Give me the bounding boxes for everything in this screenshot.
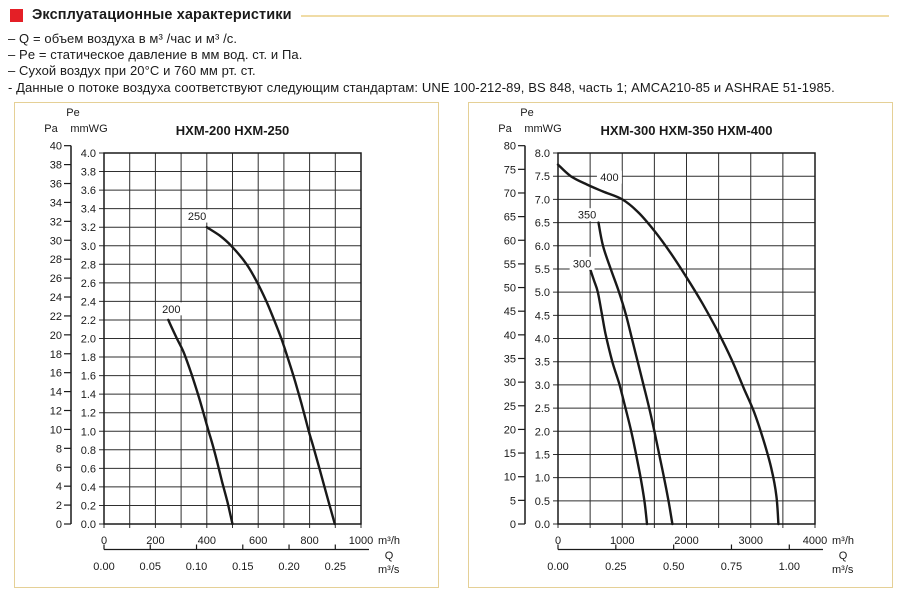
axis-headers [44, 107, 107, 135]
svg-text:25: 25 [503, 400, 516, 413]
svg-text:1.8: 1.8 [80, 352, 96, 365]
fan-curves [558, 165, 778, 524]
svg-text:250: 250 [187, 211, 207, 224]
pa-axis [504, 141, 525, 531]
svg-text:1.00: 1.00 [778, 561, 801, 573]
svg-text:20: 20 [503, 424, 516, 437]
svg-text:1.6: 1.6 [80, 370, 96, 383]
svg-text:15: 15 [503, 448, 516, 461]
axis-headers [498, 107, 561, 135]
svg-text:7.5: 7.5 [534, 171, 550, 184]
svg-text:4.0: 4.0 [534, 333, 550, 346]
svg-text:70: 70 [503, 187, 516, 200]
svg-text:10: 10 [49, 424, 62, 437]
svg-text:3.5: 3.5 [534, 356, 550, 369]
svg-text:24: 24 [49, 292, 62, 305]
svg-text:0.50: 0.50 [662, 561, 685, 573]
svg-text:mmWG: mmWG [70, 123, 108, 135]
svg-text:4.0: 4.0 [80, 148, 96, 160]
fan-performance-chart-hxm-200-250 [15, 103, 437, 586]
svg-text:50: 50 [503, 282, 516, 295]
svg-text:2.8: 2.8 [80, 259, 96, 272]
svg-text:12: 12 [49, 405, 62, 418]
svg-text:2: 2 [55, 500, 62, 513]
svg-text:34: 34 [49, 197, 62, 210]
pe-axis-labels [81, 148, 96, 531]
svg-text:m³/h: m³/h [832, 535, 854, 547]
svg-text:65: 65 [503, 211, 516, 224]
svg-text:mmWG: mmWG [524, 123, 562, 135]
svg-text:5: 5 [509, 495, 516, 508]
pe-axis-labels [535, 148, 550, 531]
svg-text:40: 40 [49, 140, 62, 153]
svg-text:3.0: 3.0 [534, 379, 550, 392]
x-axis-labels [555, 535, 854, 547]
svg-text:0.25: 0.25 [324, 561, 347, 573]
svg-text:2.2: 2.2 [80, 314, 96, 327]
svg-text:5.5: 5.5 [534, 263, 550, 276]
svg-text:0.15: 0.15 [232, 561, 254, 573]
svg-text:0.00: 0.00 [93, 561, 115, 573]
curve-label-300 [570, 257, 595, 271]
svg-text:8.0: 8.0 [534, 148, 550, 160]
svg-text:4.5: 4.5 [534, 310, 550, 323]
svg-text:45: 45 [503, 306, 516, 319]
svg-text:22: 22 [49, 310, 62, 323]
svg-text:7.0: 7.0 [534, 194, 550, 207]
svg-text:200: 200 [162, 303, 181, 316]
svg-text:30: 30 [49, 235, 62, 248]
svg-text:35: 35 [503, 353, 516, 366]
svg-text:0.75: 0.75 [720, 561, 743, 573]
svg-text:2.4: 2.4 [80, 296, 96, 309]
fan-curves [159, 210, 335, 524]
svg-text:Q: Q [384, 550, 394, 562]
svg-text:0: 0 [509, 519, 516, 531]
svg-text:800: 800 [300, 535, 319, 547]
chart-panel-hxm-300-350-400 [468, 102, 893, 588]
svg-text:0.2: 0.2 [80, 500, 96, 513]
svg-text:400: 400 [600, 172, 619, 185]
svg-text:6: 6 [55, 462, 62, 475]
svg-text:0.20: 0.20 [278, 561, 300, 573]
svg-text:0.8: 0.8 [80, 444, 96, 457]
note-line-pe: – Pe = статическое давление в мм вод. ст. и Па. [8, 47, 303, 63]
note-line-q: – Q = объем воздуха в м³ /час и м³ /с. [8, 31, 238, 46]
svg-text:2000: 2000 [674, 535, 699, 547]
svg-text:1.4: 1.4 [80, 389, 96, 402]
svg-text:1000: 1000 [348, 535, 374, 547]
svg-text:20: 20 [49, 329, 62, 342]
svg-text:75: 75 [503, 164, 516, 177]
svg-text:2.6: 2.6 [80, 277, 96, 290]
notes-list [8, 31, 835, 96]
svg-text:32: 32 [49, 216, 62, 229]
svg-text:0.0: 0.0 [80, 519, 96, 531]
svg-text:1.0: 1.0 [534, 472, 550, 485]
svg-text:8: 8 [55, 443, 62, 456]
pa-axis [50, 141, 71, 531]
svg-text:1.2: 1.2 [80, 407, 96, 420]
section-bullet-icon [10, 9, 23, 22]
svg-text:HXM-200 HXM-250: HXM-200 HXM-250 [175, 123, 290, 138]
section-title: Эксплуатационные характеристики [32, 7, 292, 23]
svg-text:4: 4 [55, 481, 62, 494]
svg-text:3.4: 3.4 [80, 203, 96, 216]
svg-text:55: 55 [503, 258, 516, 271]
svg-text:300: 300 [572, 258, 592, 271]
section-header [10, 7, 889, 23]
svg-text:18: 18 [49, 348, 62, 361]
note-line-dry-air: – Сухой воздух при 20°С и 760 мм рт. ст. [8, 63, 256, 79]
svg-text:m³/s: m³/s [378, 564, 400, 576]
svg-text:36: 36 [49, 178, 62, 191]
svg-text:28: 28 [49, 254, 62, 267]
curve-200 [168, 320, 232, 524]
svg-text:3000: 3000 [738, 535, 763, 547]
svg-text:0.10: 0.10 [185, 561, 208, 573]
svg-text:0: 0 [100, 535, 108, 547]
q-axis [93, 545, 400, 577]
svg-text:m³/s: m³/s [832, 564, 854, 576]
svg-text:26: 26 [49, 273, 62, 286]
curve-350 [599, 223, 673, 524]
svg-text:1000: 1000 [610, 535, 635, 547]
svg-text:5.0: 5.0 [534, 287, 550, 300]
curve-label-200 [159, 302, 184, 316]
svg-text:0: 0 [554, 535, 562, 547]
svg-text:16: 16 [49, 367, 62, 380]
q-axis [547, 545, 854, 577]
svg-text:200: 200 [146, 535, 165, 547]
svg-text:60: 60 [503, 235, 516, 248]
svg-text:2.0: 2.0 [534, 426, 550, 439]
svg-text:Pe: Pe [66, 107, 80, 119]
svg-text:0.6: 0.6 [80, 463, 96, 476]
curve-label-250 [185, 210, 210, 224]
svg-text:4000: 4000 [802, 535, 828, 547]
svg-text:Pa: Pa [498, 123, 512, 135]
x-axis-labels [101, 535, 400, 547]
svg-text:3.0: 3.0 [80, 240, 96, 253]
svg-text:2.5: 2.5 [534, 403, 550, 416]
svg-text:30: 30 [503, 377, 516, 390]
chart-panel-hxm-200-250 [14, 102, 439, 588]
header-rule [301, 15, 889, 17]
svg-text:0.5: 0.5 [534, 495, 550, 508]
svg-text:40: 40 [503, 329, 516, 342]
svg-text:1.5: 1.5 [534, 449, 550, 462]
svg-text:Q: Q [838, 550, 848, 562]
svg-text:3.8: 3.8 [80, 166, 96, 179]
curve-label-400 [597, 171, 622, 185]
chart-title [601, 123, 773, 138]
grid [99, 153, 361, 528]
svg-text:0.05: 0.05 [139, 561, 161, 573]
svg-text:0: 0 [55, 519, 62, 531]
svg-text:HXM-300 HXM-350 HXM-400: HXM-300 HXM-350 HXM-400 [600, 123, 773, 138]
svg-text:m³/h: m³/h [378, 535, 400, 547]
svg-text:400: 400 [197, 535, 216, 547]
svg-text:14: 14 [49, 386, 62, 399]
svg-text:Pa: Pa [44, 123, 58, 135]
svg-text:0.00: 0.00 [547, 561, 569, 573]
svg-text:0.0: 0.0 [534, 519, 550, 531]
svg-text:1.0: 1.0 [80, 426, 96, 439]
svg-text:6.5: 6.5 [534, 217, 550, 230]
svg-text:2.0: 2.0 [80, 333, 96, 346]
svg-text:38: 38 [49, 159, 62, 172]
svg-text:350: 350 [577, 209, 597, 222]
curve-label-350 [575, 208, 600, 222]
svg-text:10: 10 [503, 471, 516, 484]
chart-title [176, 123, 289, 138]
svg-text:0.25: 0.25 [605, 561, 627, 573]
svg-text:6.0: 6.0 [534, 240, 550, 253]
svg-text:Pe: Pe [520, 107, 534, 119]
note-line-standards: - Данные о потоке воздуха соответствуют следующим стандартам: UNE 100-212-89, BS 848, часть 1; AMCA210-85 и ASHRAE 51-1985. [8, 79, 835, 95]
svg-text:600: 600 [249, 535, 268, 547]
curve-300 [590, 269, 647, 524]
svg-text:80: 80 [503, 140, 516, 153]
svg-text:0.4: 0.4 [80, 481, 96, 494]
svg-text:3.2: 3.2 [80, 222, 96, 235]
svg-text:3.6: 3.6 [80, 185, 96, 198]
fan-performance-chart-hxm-300-350-400 [469, 103, 891, 586]
